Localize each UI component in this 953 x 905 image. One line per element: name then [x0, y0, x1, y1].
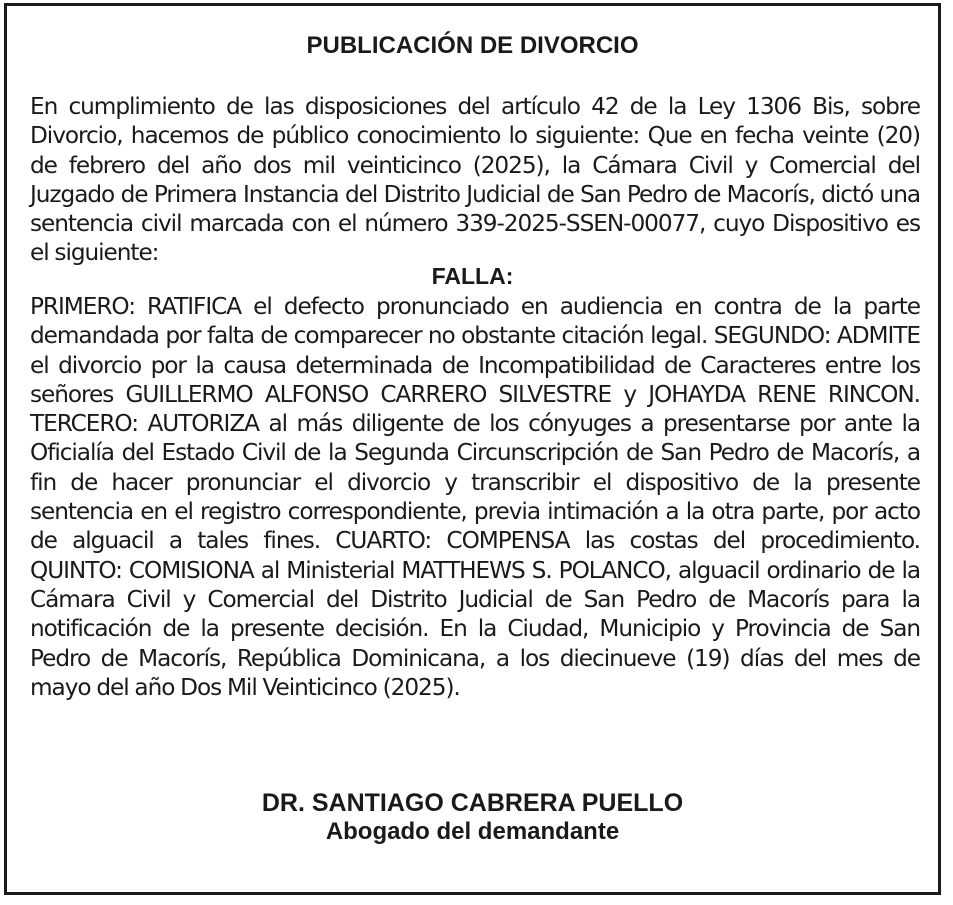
- signature-role: Abogado del demandante: [325, 818, 620, 845]
- intro-paragraph: En cumplimiento de las disposiciones del artículo 42 de la Ley 1306 Bis, sobre Divorcio, hacemos de público conocimiento lo siguiente: Que en fecha veinte (20) de febrero del año dos mil veinticinco (2025), la Cámara Civil y Comercial del Juzgado de Primera Instancia del Distrito Judicial de San Pedro de Macorís, dictó una sentencia civil marcada con el número 339-2025-SSEN-00077, cuyo Dispositivo es el siguiente:: [30, 93, 920, 267]
- divorce-notice: [4, 3, 941, 895]
- ruling-paragraph: PRIMERO: RATIFICA el defecto pronunciado en audiencia en contra de la parte demandada por falta de comparecer no obstante citación legal. SEGUNDO: ADMITE el divorcio por la causa determinada de Incompatibilidad de Caracteres entre los señores GUILLERMO ALFONSO CARRERO SILVESTRE y JOHAYDA RENE RINCON. TERCERO: AUTORIZA al más diligente de los cónyuges a presentarse por ante la Oficialía del Estado Civil de la Segunda Circunscripción de San Pedro de Macorís, a fin de hacer pronunciar el divorcio y transcribir el dispositivo de la presente sentencia en el registro correspondiente, previa intimación a la otra parte, por acto de alguacil a tales fines. CUARTO: COMPENSA las costas del procedimiento. QUINTO: COMISIONA al Ministerial MATTHEWS S. POLANCO, alguacil ordinario de la Cámara Civil y Comercial del Distrito Judicial de San Pedro de Macorís para la notificación de la presente decisión. En la Ciudad, Municipio y Provincia de San Pedro de Macorís, República Dominicana, a los diecinueve (19) días del mes de mayo del año Dos Mil Veinticinco (2025).: [30, 293, 920, 701]
- notice-title: PUBLICACIÓN DE DIVORCIO: [306, 32, 639, 59]
- signature-name: DR. SANTIAGO CABRERA PUELLO: [261, 789, 684, 817]
- falla-heading: FALLA:: [431, 263, 514, 289]
